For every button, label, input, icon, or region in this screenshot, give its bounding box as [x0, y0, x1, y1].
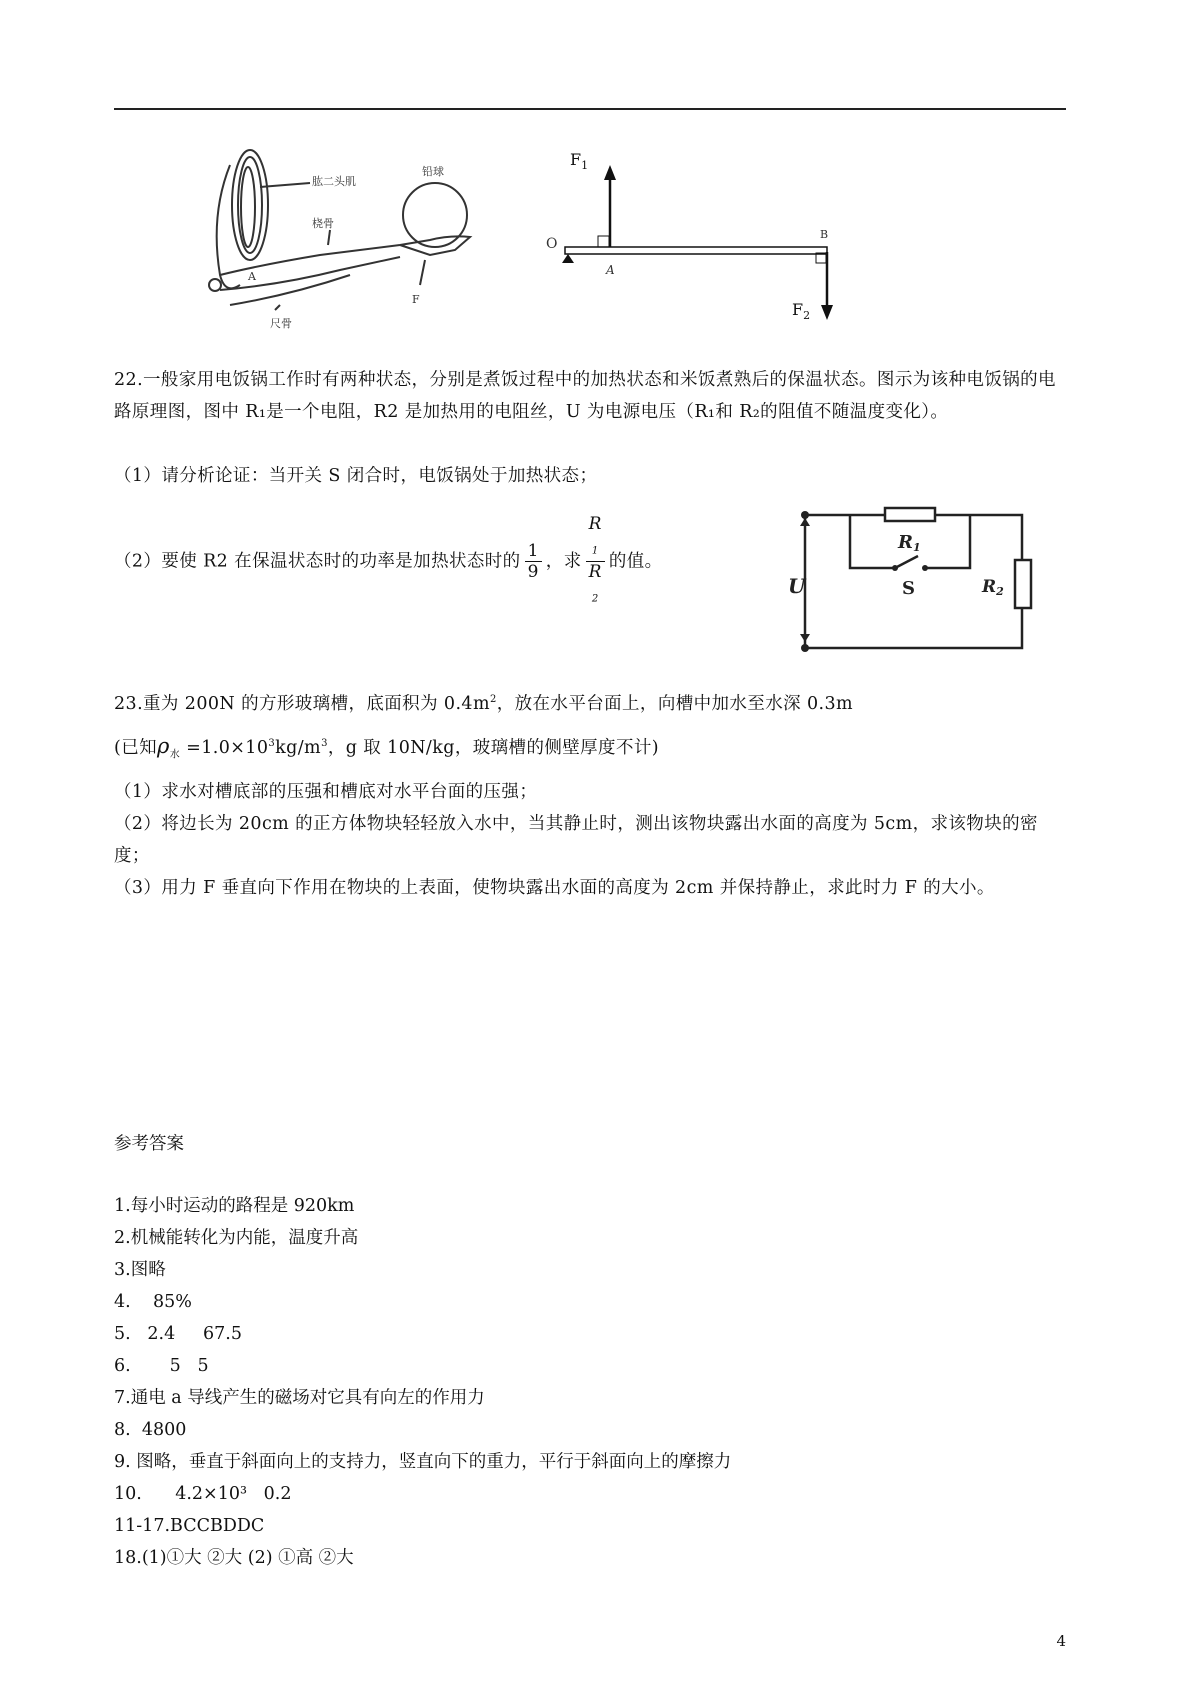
svg-text:肱二头肌: 肱二头肌	[312, 175, 356, 188]
answer-item: 1.每小时运动的路程是 920km	[114, 1196, 355, 1216]
a-label: A	[606, 263, 615, 277]
answer-item: 11-17.BCCBDDC	[114, 1516, 265, 1536]
svg-text:A: A	[248, 270, 256, 283]
answer-item: 18.(1)①大 ②大 (2) ①高 ②大	[114, 1548, 354, 1568]
q22-part1: （1）请分析论证：当开关 S 闭合时，电饭锅处于加热状态；	[114, 466, 598, 486]
svg-text:铅球: 铅球	[422, 165, 444, 178]
answer-item: 8. 4800	[114, 1420, 187, 1440]
header-rule	[114, 108, 1066, 110]
lever-force-diagram	[540, 150, 850, 325]
svg-text:F: F	[412, 293, 420, 306]
answer-item: 3.图略	[114, 1260, 166, 1280]
answer-item: 5. 2.4 67.5	[114, 1324, 242, 1344]
fraction-r1-r2: R $_1$ R $_2$	[586, 514, 605, 610]
circuit-r2-label: R2	[982, 577, 1004, 598]
q22-part2: （2）要使 R2 在保温状态时的功率是加热状态时的 $\frac{1}{9}$ ，求 R $_1$ R $_2$ 的值。	[114, 514, 1066, 610]
q23-part1: （1）求水对槽底部的压强和槽底对水平台面的压强；	[114, 782, 538, 802]
resistor-r2	[1015, 560, 1031, 608]
answer-item: 2.机械能转化为内能，温度升高	[114, 1228, 359, 1248]
pivot-icon	[562, 254, 574, 263]
answers-list	[114, 1190, 731, 1574]
circuit-s-label: S	[902, 578, 915, 599]
answer-item: 4. 85%	[114, 1292, 192, 1312]
q23-part2: （2）将边长为 20cm 的正方体物块轻轻放入水中，当其静止时，测出该物块露出水面的高度为 5cm，求该物块的密度；	[114, 814, 1038, 866]
answers-heading: 参考答案	[114, 1134, 184, 1154]
page-number: 4	[1056, 1632, 1066, 1650]
b-label: B	[820, 228, 829, 241]
svg-text:尺骨: 尺骨	[270, 317, 292, 330]
svg-text:桡骨: 桡骨	[312, 217, 334, 230]
circuit-diagram	[790, 500, 1040, 660]
answer-item: 10. 4.2×10³ 0.2	[114, 1484, 292, 1504]
arm-lever-image	[200, 145, 520, 335]
answer-item: 9. 图略，垂直于斜面向上的支持力，竖直向下的重力，平行于斜面向上的摩擦力	[114, 1452, 732, 1472]
answer-item: 6. 5 5	[114, 1356, 209, 1376]
fraction-one-ninth: $\frac{1}{9}$	[525, 541, 542, 582]
o-label: O	[546, 236, 558, 252]
q23-known: (已知$\rho_水 =1.0\times 10^3kg/m^3$，g 取 10N/kg，玻璃槽的侧壁厚度不计)	[114, 733, 659, 761]
q23-stem: 23.重为 200N 的方形玻璃槽，底面积为 $0.4m^2$，放在水平台面上，向槽中加水至水深 0.3m	[114, 693, 854, 714]
answer-item: 7.通电 a 导线产生的磁场对它具有向左的作用力	[114, 1388, 485, 1408]
f1-label: $F_1$	[570, 150, 589, 172]
resistor-r1	[885, 508, 935, 521]
f2-label: $F_2$	[792, 300, 811, 322]
circuit-r1-label: R1	[898, 532, 921, 554]
circuit-u-label: U	[788, 574, 806, 598]
lever-bar	[565, 247, 827, 254]
q22-stem: 22.一般家用电饭锅工作时有两种状态，分别是煮饭过程中的加热状态和米饭煮熟后的保温状态。图示为该种电饭锅的电路原理图，图中 R₁是一个电阻，R2 是加热用的电阻丝，U 为电源电压（R₁和 R₂的阻值不随温度变化）。	[114, 370, 1056, 422]
q23-part3: （3）用力 F 垂直向下作用在物块的上表面，使物块露出水面的高度为 2cm 并保持静止，求此时力 F 的大小。	[114, 878, 995, 898]
